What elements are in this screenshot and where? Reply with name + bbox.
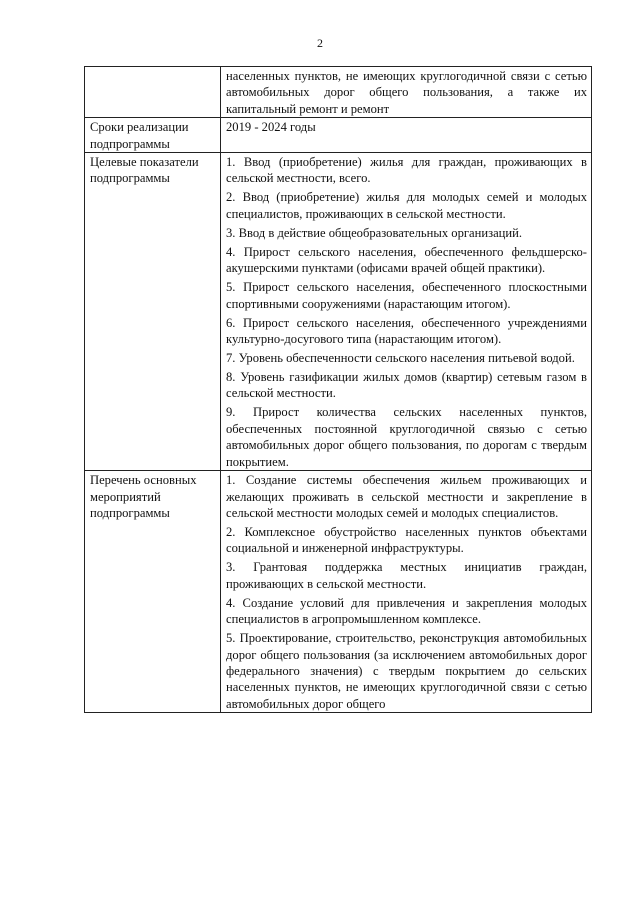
list-item: 9. Прирост количества сельских населенных пунктов, обеспеченных постоянной круглогодичной связью с сетью автомобильных дорог общего пользования, по дорогам с твердым покрытием. — [226, 405, 587, 469]
row-label: Перечень основных мероприятий подпрограммы — [85, 471, 221, 713]
list-item: 2019 - 2024 годы — [226, 120, 316, 135]
list-item: 5. Проектирование, строительство, реконструкция автомобильных дорог общего пользования (за исключением автомобильных дорог федерального значения) с твердым покрытием до сельских населенных пунктов, не имеющих круглогодичной связи с сетью автомобильных дорог общего — [226, 631, 587, 711]
row-label: Сроки реализации подпрограммы — [85, 118, 221, 153]
table-row-timeline — [85, 118, 592, 153]
passport-table — [84, 66, 592, 713]
list-item: 2. Комплексное обустройство населенных пунктов объектами социальной и инженерной инфраструктуры. — [226, 524, 587, 556]
list-item: 1. Создание системы обеспечения жильем проживающих и желающих проживать в сельской местности и закрепление в сельской местности молодых семей и молодых специалистов. — [226, 473, 587, 520]
table-row-continuation — [85, 67, 592, 118]
list-item: 3. Грантовая поддержка местных инициатив граждан, проживающих в сельской местности. — [226, 560, 587, 591]
row-content — [221, 67, 592, 118]
list-item: 8. Уровень газификации жилых домов (квартир) сетевым газом в сельской местности. — [226, 370, 587, 401]
list-item: 6. Прирост сельского населения, обеспеченного учреждениями культурно-досугового типа (нарастающим итогом). — [226, 315, 587, 347]
table-row-activities — [85, 471, 592, 713]
row-label: Целевые показатели подпрограммы — [85, 153, 221, 471]
list-item: населенных пунктов, не имеющих круглогодичной связи с сетью автомобильных дорог общего пользования, а также их капитальный ремонт и ремонт — [226, 69, 587, 116]
page-number: 2 — [317, 36, 323, 50]
list-item: 7. Уровень обеспеченности сельского населения питьевой водой. — [226, 351, 575, 366]
row-content — [221, 471, 592, 713]
row-label — [85, 67, 221, 118]
row-content — [221, 118, 592, 153]
list-item: 2. Ввод (приобретение) жилья для молодых семей и молодых специалистов, проживающих в сельской местности. — [226, 190, 587, 221]
table-row-targets — [85, 153, 592, 471]
list-item: 1. Ввод (приобретение) жилья для граждан, проживающих в сельской местности, всего. — [226, 155, 587, 186]
list-item: 4. Создание условий для привлечения и закрепления молодых специалистов в агропромышленном комплексе. — [226, 595, 587, 627]
row-content — [221, 153, 592, 471]
list-item: 3. Ввод в действие общеобразовательных организаций. — [226, 225, 523, 240]
list-item: 4. Прирост сельского населения, обеспеченного фельдшерско-акушерскими пунктами (офисами врачей общей практики). — [226, 244, 587, 276]
list-item: 5. Прирост сельского населения, обеспеченного плоскостными спортивными сооружениями (нарастающим итогом). — [226, 280, 587, 311]
